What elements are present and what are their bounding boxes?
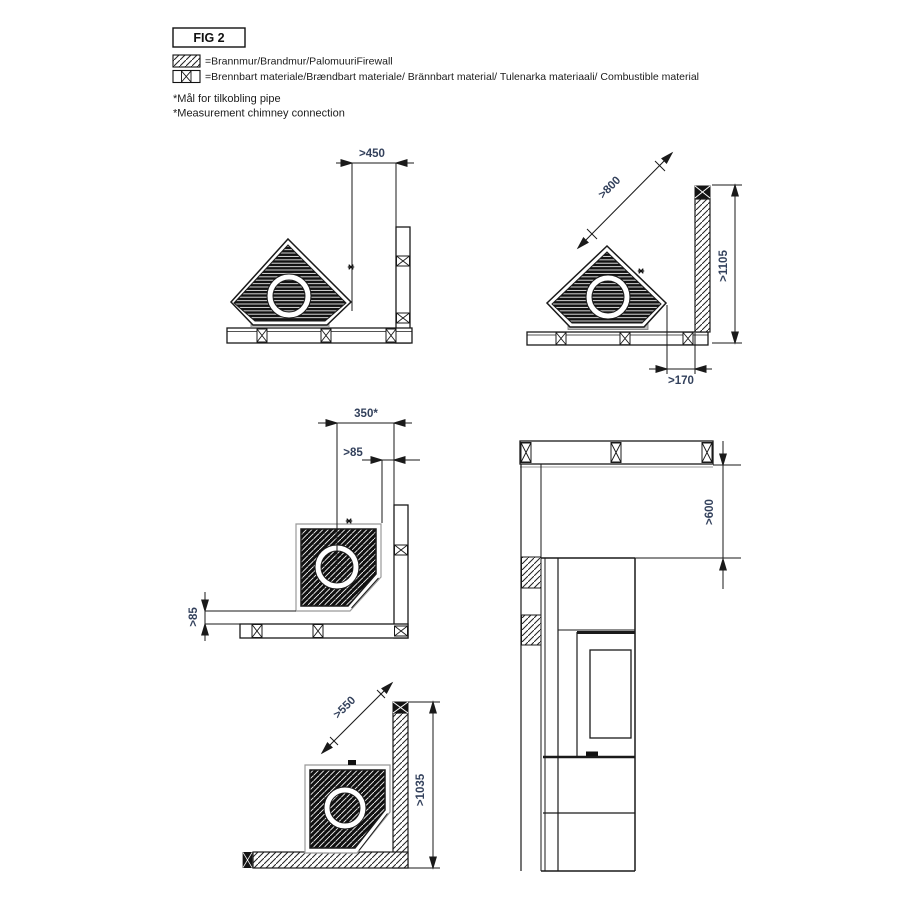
dim-350-label: 350* bbox=[354, 408, 378, 420]
figure-label: FIG 2 bbox=[193, 31, 225, 45]
flue-connector-mark bbox=[348, 760, 356, 765]
combustible-wall-right bbox=[394, 505, 408, 638]
dim-85-side-label: >85 bbox=[343, 447, 363, 459]
view-topright-plan bbox=[527, 151, 742, 387]
dim-1035-label: >1035 bbox=[415, 773, 427, 807]
firewall-panel-right bbox=[393, 713, 408, 868]
view-bottomleft-plan bbox=[243, 681, 440, 868]
legend-combustible-label: =Brennbart materiale/Brændbart materiale/ Brännbart material/ Tulenarka materiaali/ Combustible material bbox=[205, 71, 700, 83]
view-elevation bbox=[520, 441, 741, 871]
flue-asterisk-mark bbox=[348, 265, 354, 270]
legend-firewall-row bbox=[173, 55, 393, 68]
dim-450-label: >450 bbox=[359, 148, 385, 160]
legend-combustible-row bbox=[173, 71, 699, 84]
combustible-wall-right bbox=[396, 227, 410, 343]
combustible-wall-back bbox=[527, 332, 708, 345]
note-chimney-no: *Mål for tilkobling pipe bbox=[173, 93, 281, 105]
combustible-wall-back bbox=[227, 328, 412, 343]
firewall-end-cap bbox=[243, 853, 252, 868]
figure-header bbox=[173, 28, 699, 120]
stove-door-glass bbox=[590, 650, 631, 738]
note-chimney-en: *Measurement chimney connection bbox=[173, 107, 345, 120]
firewall-hatch-swatch-icon bbox=[173, 55, 200, 67]
firewall-panel-bottom bbox=[253, 852, 408, 868]
dim-1105-label: >1105 bbox=[718, 250, 730, 282]
flue-asterisk-mark bbox=[346, 519, 352, 524]
firewall-end-cap bbox=[393, 702, 408, 713]
firewall-end-cap bbox=[695, 186, 710, 198]
firewall-section-lower bbox=[522, 615, 542, 645]
dim-85-back-label: >85 bbox=[188, 607, 200, 627]
dim-800-label: >800 bbox=[596, 174, 624, 202]
dim-170-label: >170 bbox=[668, 375, 694, 387]
combustible-wall-bottom bbox=[240, 624, 408, 638]
flue-asterisk-mark bbox=[638, 269, 644, 274]
view-topleft-plan bbox=[227, 148, 414, 343]
view-midleft-plan bbox=[188, 408, 420, 641]
dim-600-label: >600 bbox=[704, 499, 716, 525]
dim-550-label: >550 bbox=[331, 694, 359, 722]
firewall-panel bbox=[695, 199, 710, 332]
stove-body-hatched bbox=[310, 770, 385, 848]
firewall-section-upper bbox=[522, 557, 542, 588]
legend-firewall-label: =Brannmur/Brandmur/PalomuuriFirewall bbox=[205, 55, 393, 68]
